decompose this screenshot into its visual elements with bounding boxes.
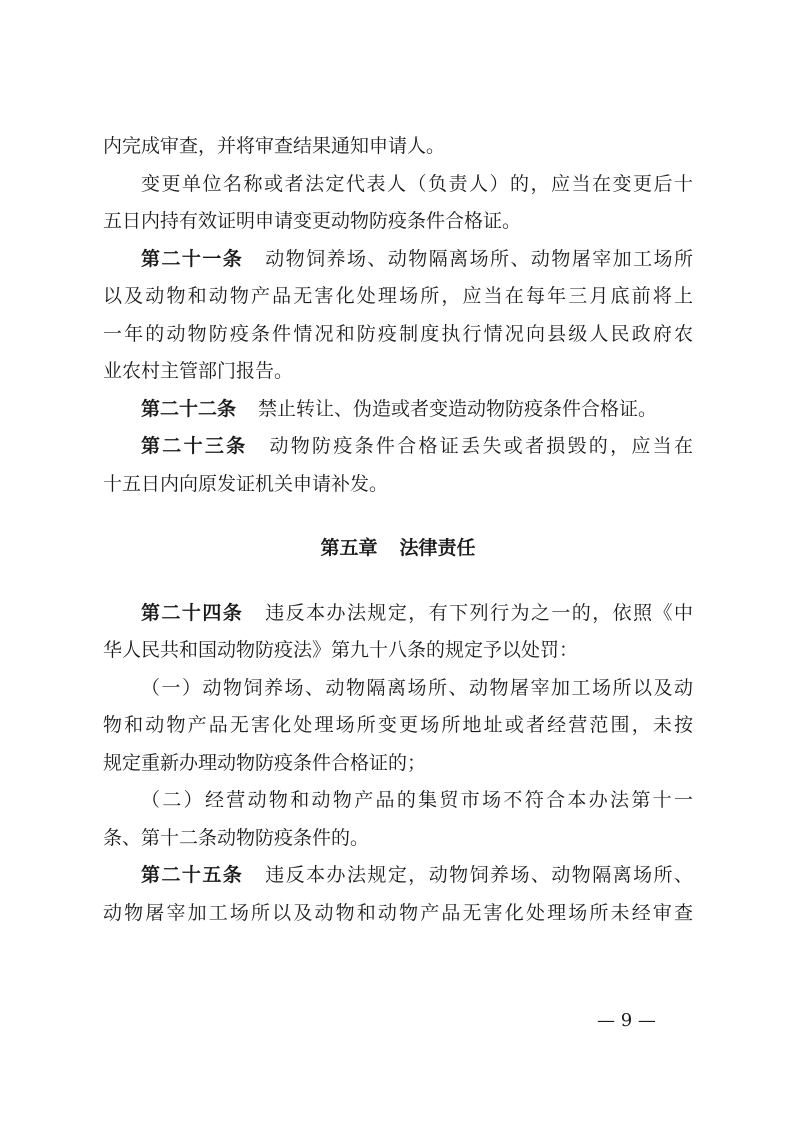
article-23-line xyxy=(103,428,693,466)
list-item-line: 物和动物产品无害化处理场所变更场所地址或者经营范围，未按 xyxy=(103,714,693,736)
list-item-line: 规定重新办理动物防疫条件合格证的； xyxy=(103,751,427,774)
article-22-title: 第二十二条 xyxy=(141,397,237,420)
spacer xyxy=(103,568,693,595)
list-item-line: （一）动物饲养场、动物隔离场所、动物屠宰加工场所以及动 xyxy=(141,676,693,699)
article-21-line xyxy=(103,241,693,279)
body-text xyxy=(103,128,693,932)
paragraph-line: 一年的动物防疫条件情况和防疫制度执行情况向县级人民政府农 xyxy=(103,322,693,345)
page-number: — 9 — xyxy=(597,1010,656,1031)
spacer xyxy=(103,503,693,530)
paragraph-line: 十五日内向原发证机关申请补发。 xyxy=(103,472,389,495)
paragraph-line: 以及动物和动物产品无害化处理场所，应当在每年三月底前将上 xyxy=(103,285,693,307)
article-21-title: 第二十一条 xyxy=(141,247,244,270)
article-25-text: 违反本办法规定，动物饲养场、动物隔离场所、 xyxy=(265,864,693,886)
paragraph-line: 五日内持有效证明申请变更动物防疫条件合格证。 xyxy=(103,210,522,232)
article-25-line xyxy=(103,857,693,895)
article-23-title: 第二十三条 xyxy=(141,435,248,457)
list-item-line: （二）经营动物和动物产品的集贸市场不符合本办法第十一 xyxy=(141,789,693,811)
article-25-title: 第二十五条 xyxy=(141,864,244,886)
paragraph-line: 内完成审查，并将审查结果通知申请人。 xyxy=(103,135,446,157)
list-item-line: 条、第十二条动物防疫条件的。 xyxy=(103,826,370,849)
paragraph-line: 华人民共和国动物防疫法》第九十八条的规定予以处罚： xyxy=(103,639,579,661)
paragraph-line: 业农村主管部门报告。 xyxy=(103,360,294,382)
article-22-line xyxy=(103,391,693,429)
chapter-number: 第五章 xyxy=(320,537,378,559)
chapter-heading xyxy=(103,530,693,568)
paragraph-line: 动物屠宰加工场所以及动物和动物产品无害化处理场所未经审查 xyxy=(103,901,693,924)
article-24-line xyxy=(103,595,693,633)
article-24-title: 第二十四条 xyxy=(141,601,244,624)
paragraph-line: 变更单位名称或者法定代表人（负责人）的，应当在变更后十 xyxy=(141,172,693,195)
article-21-text: 动物饲养场、动物隔离场所、动物屠宰加工场所 xyxy=(265,247,693,270)
chapter-title: 法律责任 xyxy=(399,537,476,559)
article-23-text: 动物防疫条件合格证丢失或者损毁的，应当在 xyxy=(269,435,693,457)
article-24-text: 违反本办法规定，有下列行为之一的，依照《中 xyxy=(265,601,693,624)
article-22-text: 禁止转让、伪造或者变造动物防疫条件合格证。 xyxy=(258,397,658,420)
